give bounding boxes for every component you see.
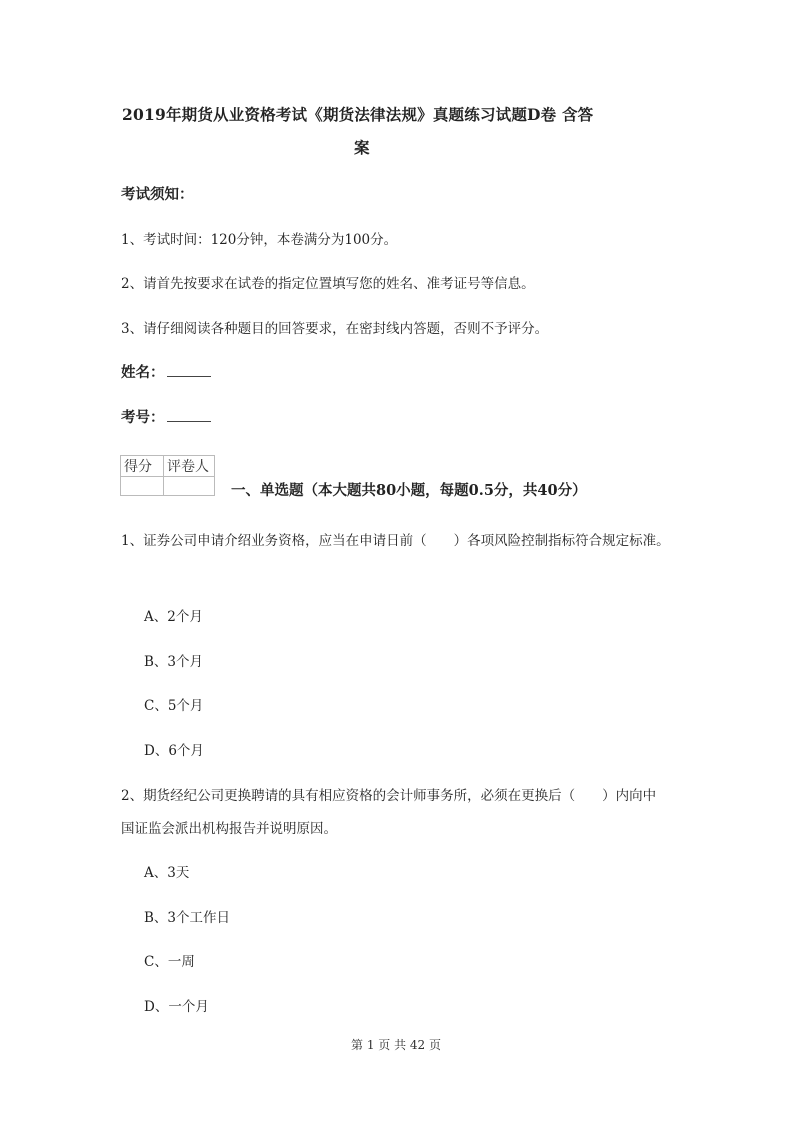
question-1-option-a: A、2个月 <box>144 609 203 625</box>
question-2-option-a: A、3天 <box>144 865 190 881</box>
grader-cell[interactable] <box>164 477 215 496</box>
id-field <box>121 406 211 427</box>
page-footer: 第 1 页 共 42 页 <box>351 1038 441 1052</box>
question-2-text-line1: 2、期货经纪公司更换聘请的具有相应资格的会计师事务所，必须在更换后（ ）内向中 <box>121 788 657 804</box>
doc-title-line1: 2019年期货从业资格考试《期货法律法规》真题练习试题D卷 含答 <box>122 105 594 124</box>
question-2-text-line2: 国证监会派出机构报告并说明原因。 <box>121 821 337 837</box>
question-1-text: 1、证券公司申请介绍业务资格，应当在申请日前（ ）各项风险控制指标符合规定标准。 <box>121 533 670 549</box>
section-heading: 一、单选题（本大题共80小题，每题0.5分，共40分） <box>231 482 587 499</box>
name-label: 姓名： <box>121 364 165 381</box>
name-field <box>121 361 211 382</box>
score-table <box>120 455 215 496</box>
doc-title-line2: 案 <box>354 138 370 157</box>
question-2-option-c: C、一周 <box>144 954 195 970</box>
question-1-option-d: D、6个月 <box>144 743 204 759</box>
id-blank[interactable] <box>167 409 211 422</box>
question-1-option-c: C、5个月 <box>144 698 204 714</box>
grader-header: 评卷人 <box>164 456 215 477</box>
question-2-option-d: D、一个月 <box>144 999 209 1015</box>
name-blank[interactable] <box>167 364 211 377</box>
notice-item: 1、考试时间：120分钟，本卷满分为100分。 <box>121 232 398 248</box>
question-1-option-b: B、3个月 <box>144 654 204 670</box>
notice-item: 2、请首先按要求在试卷的指定位置填写您的姓名、准考证号等信息。 <box>121 276 535 292</box>
score-cell[interactable] <box>121 477 164 496</box>
score-header: 得分 <box>121 456 164 477</box>
id-label: 考号： <box>121 409 165 426</box>
notice-heading: 考试须知： <box>121 186 194 203</box>
notice-item: 3、请仔细阅读各种题目的回答要求，在密封线内答题，否则不予评分。 <box>121 321 549 337</box>
question-2-option-b: B、3个工作日 <box>144 910 231 926</box>
